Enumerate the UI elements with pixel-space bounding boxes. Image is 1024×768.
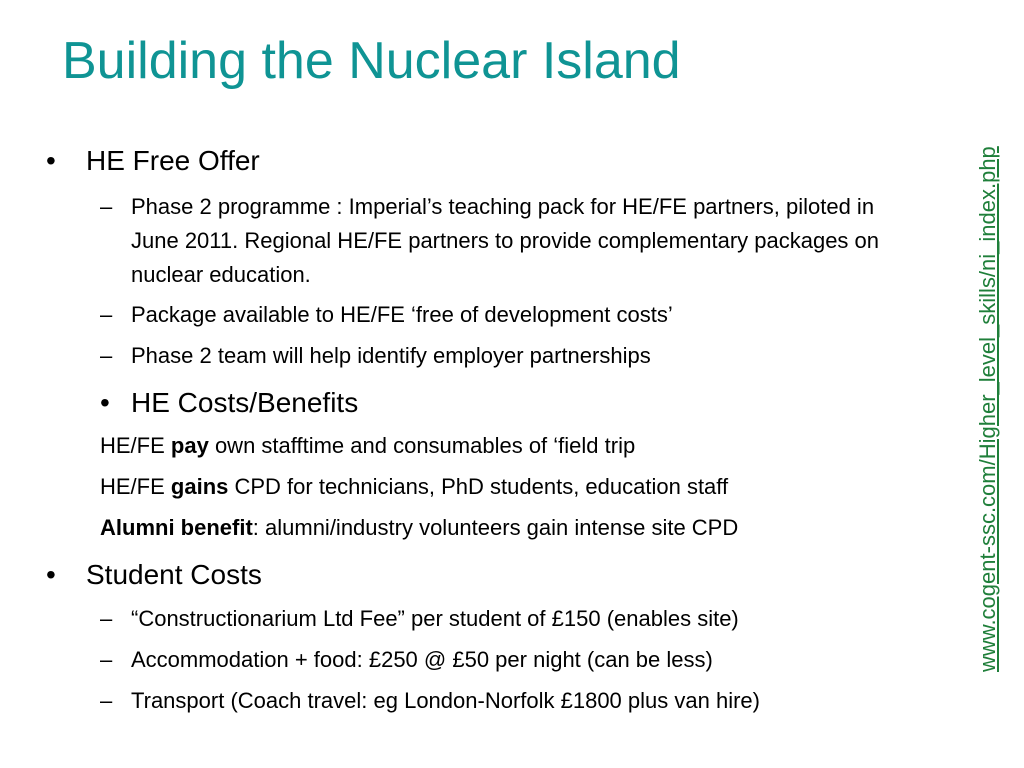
dash-item-phase2-team-text: Phase 2 team will help identify employer partnerships [131, 343, 651, 368]
slide-title: Building the Nuclear Island [62, 32, 681, 90]
bullet-he-free-offer [46, 144, 260, 178]
dash-icon: – [100, 302, 113, 327]
bullet-dot-icon: • [46, 145, 56, 176]
dash-item-accommodation [100, 643, 713, 677]
dash-item-accommodation-text: Accommodation + food: £250 @ £50 per night (can be less) [131, 647, 713, 672]
bullet-he-costs-benefits [100, 386, 359, 420]
bullet-dot-icon: • [46, 559, 56, 590]
dash-item-package-available [100, 298, 673, 332]
bullet-he-free-offer-label: HE Free Offer [86, 145, 260, 176]
line-hefe-pay-rest: own stafftime and consumables of ‘field trip [208, 433, 636, 458]
bullet-student-costs [46, 558, 262, 592]
dash-item-phase2-programme [100, 190, 112, 224]
dash-item-constructionarium-fee [100, 602, 739, 636]
dash-item-constructionarium-fee-text: “Constructionarium Ltd Fee” per student of £150 (enables site) [131, 606, 739, 631]
line-hefe-pay-bold: pay [170, 433, 209, 458]
dash-icon: – [100, 343, 113, 368]
dash-icon: – [100, 194, 113, 219]
line-alumni-benefit-rest: : alumni/industry volunteers gain intense site CPD [252, 515, 739, 540]
side-url-link[interactable]: www.cogent-ssc.com/Higher_level_skills/ni_index.php [975, 146, 1000, 672]
dash-icon: – [100, 606, 113, 631]
bullet-student-costs-label: Student Costs [86, 559, 262, 590]
dash-icon: – [100, 647, 113, 672]
bullet-dot-icon: • [100, 387, 110, 418]
line-hefe-gains-rest: CPD for technicians, PhD students, education staff [228, 474, 729, 499]
dash-icon: – [100, 688, 113, 713]
dash-item-package-available-text: Package available to HE/FE ‘free of development costs’ [131, 302, 673, 327]
line-hefe-gains-prefix: HE/FE [100, 474, 171, 499]
bullet-he-costs-benefits-label: HE Costs/Benefits [131, 387, 359, 418]
dash-item-phase2-programme-text: Phase 2 programme : Imperial’s teaching pack for HE/FE partners, piloted in June 2011. Regional HE/FE partners to provide complementary packages on nuclear education. [131, 194, 880, 287]
line-alumni-benefit [100, 511, 738, 545]
line-hefe-gains [100, 470, 728, 504]
line-hefe-pay-prefix: HE/FE [100, 433, 171, 458]
dash-item-phase2-team [100, 339, 651, 373]
line-alumni-benefit-bold: Alumni benefit [100, 515, 253, 540]
dash-item-transport [100, 684, 760, 718]
line-hefe-gains-bold: gains [170, 474, 229, 499]
dash-item-transport-text: Transport (Coach travel: eg London-Norfolk £1800 plus van hire) [131, 688, 760, 713]
line-hefe-pay [100, 429, 635, 463]
